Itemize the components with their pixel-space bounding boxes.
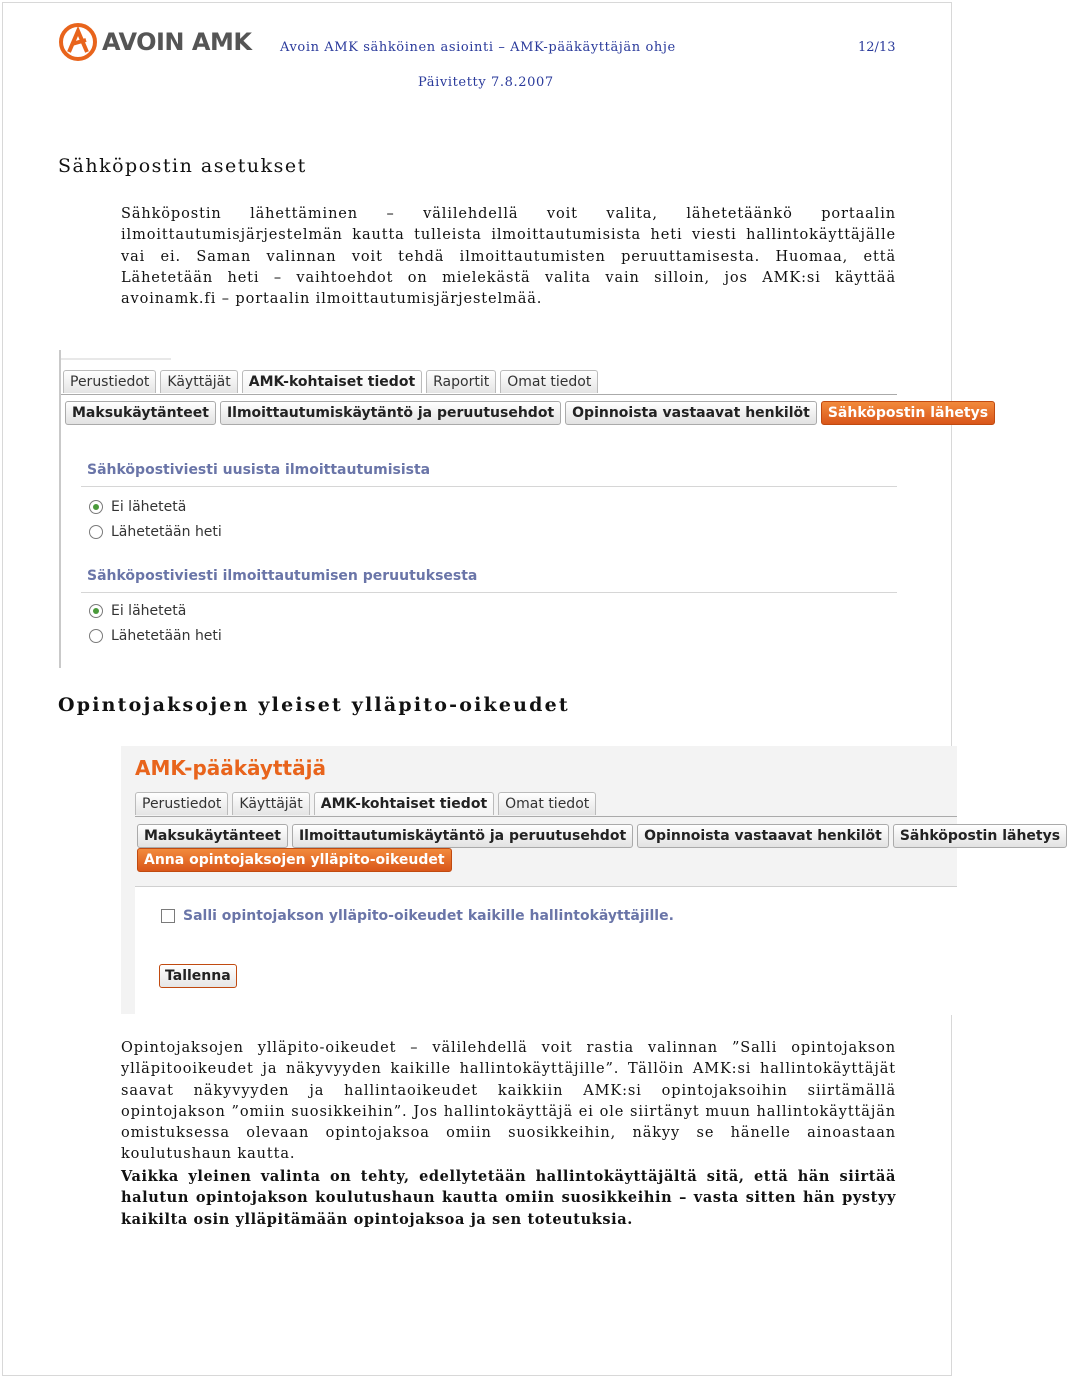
tab-amk-kohtaiset-tiedot[interactable]: AMK-kohtaiset tiedot (242, 370, 422, 393)
subtab-opinnoista-vastaavat[interactable]: Opinnoista vastaavat henkilöt (565, 401, 817, 425)
rights-paragraph: Opintojaksojen ylläpito-oikeudet – välilehdellä voit rastia valinnan ”Salli opintojakson ylläpitooikeudet ja näkyvyyden kaikille hallintokäyttäjille”. Tällöin AMK:si hallintokäyttäjät saavat näkyvyyden ja hallintaoikeudet kaikkiin AMK:si opintojaksoihin siirtämällä opintojakson ”omiin suosikkeihin”. Jos hallintokäyttäjä ei ole siirtänyt muun hallintokäyttäjän omistuksessa olevaan opintojaksoa omiin suosikkeihin, näkyy se hänelle ainoastaan koulutushaun kautta. (121, 1040, 896, 1163)
tab-perustiedot[interactable]: Perustiedot (63, 370, 156, 393)
page-number: 12/13 (858, 40, 896, 55)
tab-omat-tiedot[interactable]: Omat tiedot (500, 370, 598, 393)
tab-raportit[interactable]: Raportit (426, 370, 496, 393)
email-paragraph: Sähköpostin lähettäminen – välilehdellä voit valita, lähetetäänkö portaalin ilmoittautumisjärjestelmän kautta tulleista ilmoittautumisista heti viesti hallintokäyttäjälle vai ei. Saman valinnan voit tehdä ilmoittautumisten peruuttamisesta. Huomaa, että Lähetetään heti – vaihtoehdot on mielekästä valita vain silloin, jos AMK:si käyttää avoinamk.fi – portaalin ilmoittautumisjärjestelmää. (121, 206, 896, 308)
radio-button[interactable] (89, 500, 103, 514)
radio-option-lahetetaan-heti-1[interactable] (89, 524, 222, 540)
checkbox-label: Salli opintojakson ylläpito-oikeudet kaikille hallintokäyttäjille. (183, 908, 674, 924)
main-tabs (63, 370, 598, 393)
tab-kayttajat[interactable]: Käyttäjät (160, 370, 237, 393)
main-tabs (135, 792, 596, 815)
rights-note-paragraph: Vaikka yleinen valinta on tehty, edellytetään hallintokäyttäjältä sitä, että hän siirtää halutun opintojakson koulutushaun kautta omiin suosikkeihin – vasta sitten hän pystyy kaikilta osin ylläpitämään opintojaksoa ja sen toteutuksia. (121, 1168, 896, 1228)
group-title-cancellations: Sähköpostiviesti ilmoittautumisen peruutuksesta (87, 568, 478, 584)
settings-panel (135, 886, 957, 1015)
logo (58, 22, 251, 62)
radio-option-ei-lahetetä-1[interactable] (89, 499, 186, 515)
rights-settings-screenshot (121, 746, 1061, 1014)
section-heading-email: Sähköpostin asetukset (58, 155, 307, 177)
tab-divider (61, 394, 897, 395)
divider (81, 592, 897, 593)
radio-button[interactable] (89, 604, 103, 618)
subtab-maksukaytanteet[interactable]: Maksukäytänteet (137, 824, 288, 848)
allow-rights-checkbox-row[interactable] (161, 908, 674, 924)
app-title: AMK-pääkäyttäjä (135, 756, 326, 780)
subtab-ilmoittautumiskaytanto[interactable]: Ilmoittautumiskäytäntö ja peruutusehdot (292, 824, 633, 848)
updated-date: Päivitetty 7.8.2007 (418, 75, 554, 90)
email-settings-screenshot (59, 350, 989, 668)
tab-amk-kohtaiset-tiedot[interactable]: AMK-kohtaiset tiedot (314, 792, 494, 815)
tab-omat-tiedot[interactable]: Omat tiedot (498, 792, 596, 815)
tab-perustiedot[interactable]: Perustiedot (135, 792, 228, 815)
divider (61, 358, 171, 360)
tab-divider (135, 816, 957, 817)
radio-label: Ei lähetetä (111, 603, 187, 619)
save-button[interactable]: Tallenna (159, 964, 237, 988)
section-heading-rights: Opintojaksojen yleiset ylläpito-oikeudet (58, 694, 570, 716)
subtab-sahkopostin-lahetys[interactable]: Sähköpostin lähetys (893, 824, 1067, 848)
subtab-opinnoista-vastaavat[interactable]: Opinnoista vastaavat henkilöt (637, 824, 889, 848)
subtab-sahkopostin-lahetys[interactable]: Sähköpostin lähetys (821, 401, 995, 425)
radio-button[interactable] (89, 525, 103, 539)
allow-rights-checkbox[interactable] (161, 909, 175, 923)
subtab-maksukaytanteet[interactable]: Maksukäytänteet (65, 401, 216, 425)
sub-tabs (65, 401, 995, 425)
logo-icon (58, 22, 98, 62)
subtab-anna-yllapito-oikeudet[interactable]: Anna opintojaksojen ylläpito-oikeudet (137, 848, 452, 872)
sub-tabs-row2 (137, 848, 452, 872)
subtab-ilmoittautumiskaytanto[interactable]: Ilmoittautumiskäytäntö ja peruutusehdot (220, 401, 561, 425)
radio-label: Lähetetään heti (111, 628, 222, 644)
document-title: Avoin AMK sähköinen asiointi – AMK-pääkäyttäjän ohje (280, 40, 676, 55)
logo-text: AVOIN AMK (102, 28, 252, 56)
radio-label: Ei lähetetä (111, 499, 187, 515)
sub-tabs (137, 824, 1067, 848)
group-title-new-enrollments: Sähköpostiviesti uusista ilmoittautumisista (87, 462, 431, 478)
radio-button[interactable] (89, 629, 103, 643)
tab-kayttajat[interactable]: Käyttäjät (232, 792, 309, 815)
divider (81, 486, 897, 487)
radio-option-ei-lahetetä-2[interactable] (89, 603, 186, 619)
radio-label: Lähetetään heti (111, 524, 222, 540)
radio-option-lahetetaan-heti-2[interactable] (89, 628, 222, 644)
